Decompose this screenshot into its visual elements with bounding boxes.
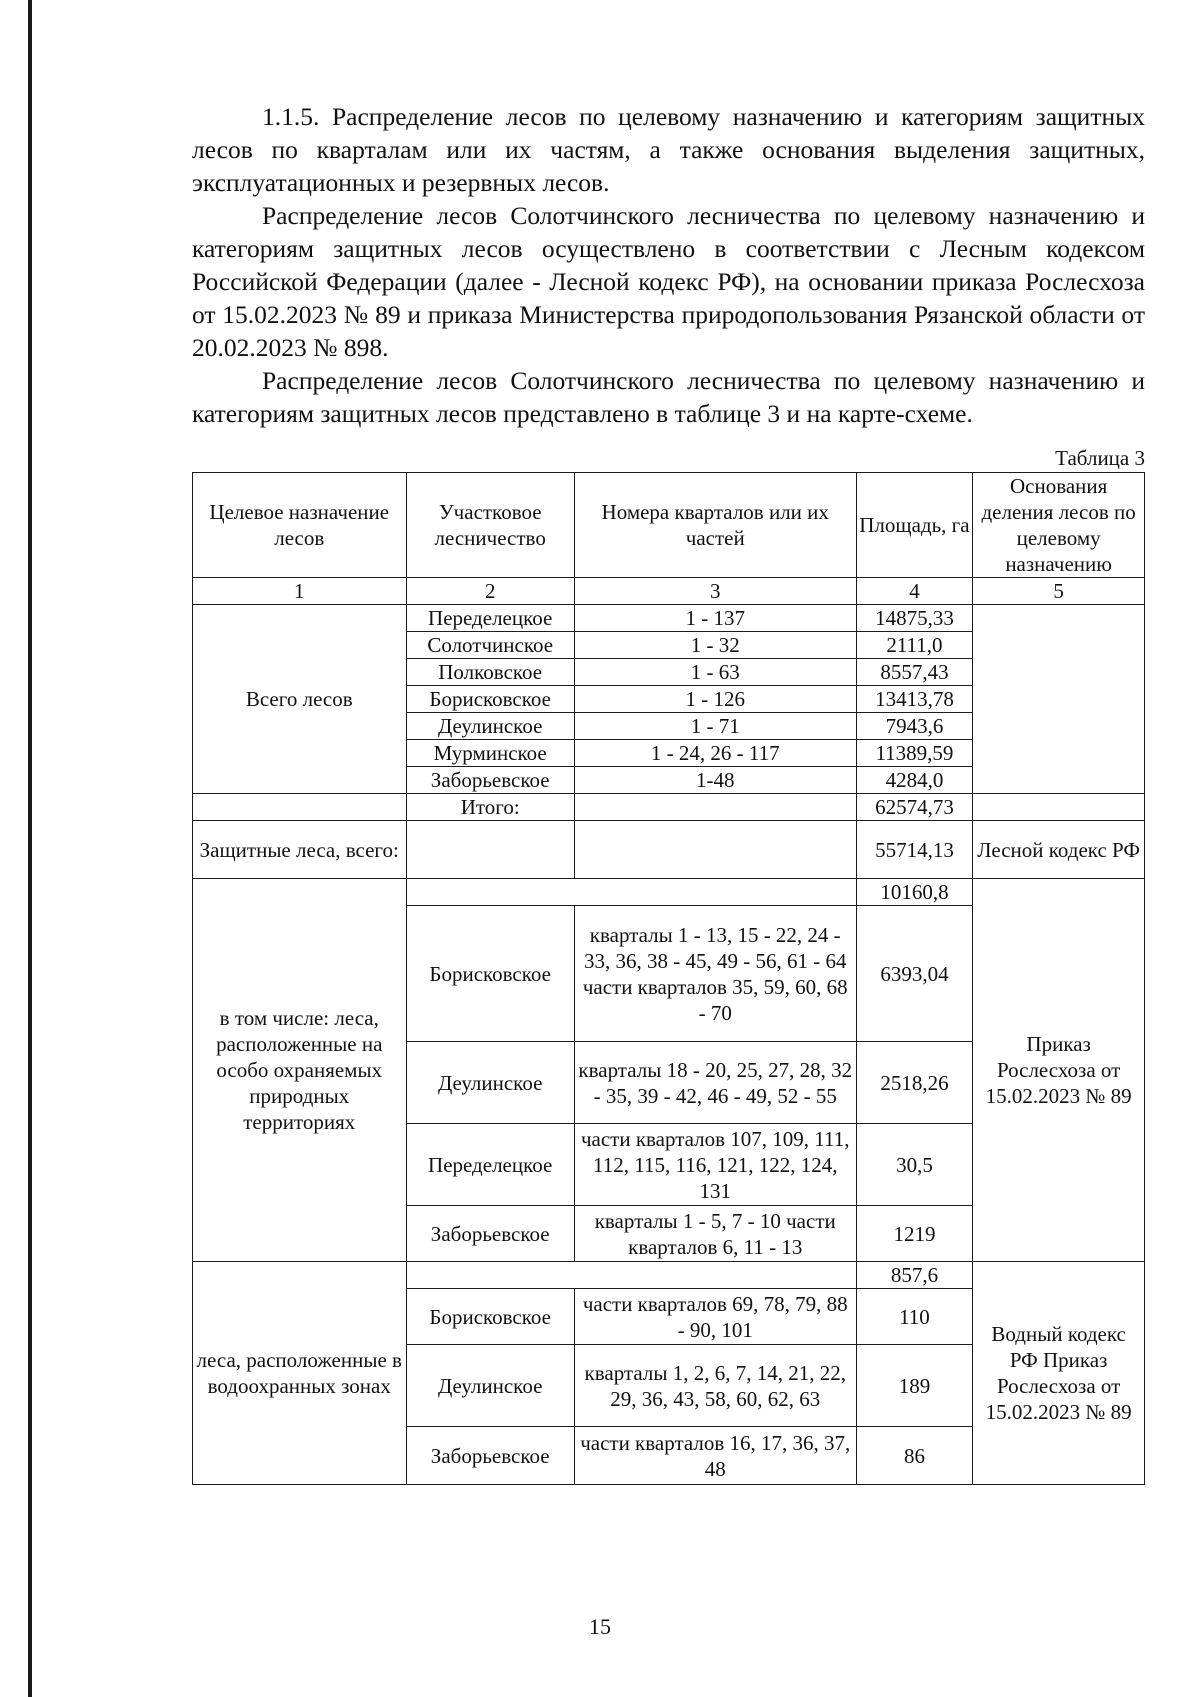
category-cell: Защитные леса, всего: [193, 821, 407, 879]
district-cell: Переделецкое [406, 605, 574, 632]
district-cell: Переделецкое [406, 1124, 574, 1206]
district-cell: Борисковское [406, 906, 574, 1042]
table-header-row [193, 473, 1145, 578]
total-row [193, 794, 1145, 821]
area-cell: 8557,43 [856, 659, 973, 686]
header-cell: Целевое назначение лесов [193, 473, 407, 578]
district-cell: Деулинское [406, 1042, 574, 1124]
page-number: 15 [589, 1614, 611, 1639]
basis-cell: Лесной кодекс РФ [973, 821, 1145, 879]
forest-distribution-table [192, 472, 1145, 1485]
category-cell: Всего лесов [193, 605, 407, 794]
area-cell: 4284,0 [856, 767, 973, 794]
scan-left-edge [28, 0, 32, 1697]
total-label: Итого: [406, 794, 574, 821]
area-cell: 189 [856, 1345, 973, 1427]
table-caption: Таблица 3 [1055, 446, 1145, 470]
quarters-cell: 1 - 137 [574, 605, 856, 632]
area-cell: 2518,26 [856, 1042, 973, 1124]
category-cell: леса, расположенные в водоохранных зонах [193, 1262, 407, 1485]
quarters-cell: кварталы 1 - 13, 15 - 22, 24 - 33, 36, 38 - 45, 49 - 56, 61 - 64 части кварталов 35, 59, 60, 68 - 70 [574, 906, 856, 1042]
quarters-cell: части кварталов 16, 17, 36, 37, 48 [574, 1427, 856, 1485]
column-number: 3 [574, 578, 856, 605]
protective-row [193, 821, 1145, 879]
area-cell: 86 [856, 1427, 973, 1485]
area-cell: 7943,6 [856, 713, 973, 740]
district-cell: Деулинское [406, 1345, 574, 1427]
header-cell: Основания деления лесов по целевому назначению [973, 473, 1145, 578]
subtotal-row [193, 879, 1145, 906]
empty-cell [574, 794, 856, 821]
district-cell: Заборьевское [406, 1427, 574, 1485]
empty-cell [406, 821, 574, 879]
quarters-cell: 1-48 [574, 767, 856, 794]
quarters-cell: кварталы 1 - 5, 7 - 10 части кварталов 6, 11 - 13 [574, 1206, 856, 1262]
empty-cell [406, 1262, 856, 1289]
subtotal-area: 10160,8 [856, 879, 973, 906]
district-cell: Борисковское [406, 1289, 574, 1345]
area-cell: 55714,13 [856, 821, 973, 879]
basis-cell: Водный кодекс РФ Приказ Рослесхоза от 15.02.2023 № 89 [973, 1262, 1145, 1485]
empty-cell [574, 821, 856, 879]
total-area: 62574,73 [856, 794, 973, 821]
section-heading-paragraph: 1.1.5. Распределение лесов по целевому назначению и категориям защитных лесов по кварталам или их частям, а также основания выделения защитных, эксплуатационных и резервных лесов. [192, 102, 1145, 197]
quarters-cell: 1 - 126 [574, 686, 856, 713]
body-paragraph-1: Распределение лесов Солотчинского лесничества по целевому назначению и категориям защитных лесов осуществлено в соответствии с Лесным кодексом Российской Федерации (далее - Лесной кодекс РФ), на основании приказа Рослесхоза от 15.02.2023 № 89 и приказа Министерства природопользования Рязанской области от 20.02.2023 № 898. [192, 201, 1145, 362]
basis-cell-empty [973, 605, 1145, 794]
header-cell: Номера кварталов или их частей [574, 473, 856, 578]
quarters-cell: части кварталов 107, 109, 111, 112, 115, 116, 121, 122, 124, 131 [574, 1124, 856, 1206]
area-cell: 1219 [856, 1206, 973, 1262]
table-row [193, 605, 1145, 632]
area-cell: 110 [856, 1289, 973, 1345]
district-cell: Заборьевское [406, 1206, 574, 1262]
district-cell: Мурминское [406, 740, 574, 767]
district-cell: Деулинское [406, 713, 574, 740]
quarters-cell: 1 - 63 [574, 659, 856, 686]
empty-cell [973, 794, 1145, 821]
column-number: 5 [973, 578, 1145, 605]
district-cell: Полковское [406, 659, 574, 686]
empty-cell [193, 794, 407, 821]
area-cell: 14875,33 [856, 605, 973, 632]
quarters-cell: 1 - 71 [574, 713, 856, 740]
quarters-cell: кварталы 18 - 20, 25, 27, 28, 32 - 35, 39 - 42, 46 - 49, 52 - 55 [574, 1042, 856, 1124]
district-cell: Заборьевское [406, 767, 574, 794]
quarters-cell: 1 - 32 [574, 632, 856, 659]
column-number: 1 [193, 578, 407, 605]
area-cell: 13413,78 [856, 686, 973, 713]
basis-cell: Приказ Рослесхоза от 15.02.2023 № 89 [973, 879, 1145, 1262]
empty-cell [406, 879, 856, 906]
column-number-row [193, 578, 1145, 605]
quarters-cell: 1 - 24, 26 - 117 [574, 740, 856, 767]
district-cell: Солотчинское [406, 632, 574, 659]
district-cell: Борисковское [406, 686, 574, 713]
quarters-cell: части кварталов 69, 78, 79, 88 - 90, 101 [574, 1289, 856, 1345]
category-cell: в том числе: леса, расположенные на особо охраняемых природных территориях [193, 879, 407, 1262]
document-page [192, 100, 1145, 1485]
header-cell: Участковое лесничество [406, 473, 574, 578]
column-number: 4 [856, 578, 973, 605]
subtotal-row [193, 1262, 1145, 1289]
area-cell: 30,5 [856, 1124, 973, 1206]
area-cell: 11389,59 [856, 740, 973, 767]
column-number: 2 [406, 578, 574, 605]
quarters-cell: кварталы 1, 2, 6, 7, 14, 21, 22, 29, 36, 43, 58, 60, 62, 63 [574, 1345, 856, 1427]
area-cell: 2111,0 [856, 632, 973, 659]
area-cell: 6393,04 [856, 906, 973, 1042]
subtotal-area: 857,6 [856, 1262, 973, 1289]
body-paragraph-2: Распределение лесов Солотчинского лесничества по целевому назначению и категориям защитных лесов представлено в таблице 3 и на карте-схеме. [192, 366, 1145, 428]
header-cell: Площадь, га [856, 473, 973, 578]
